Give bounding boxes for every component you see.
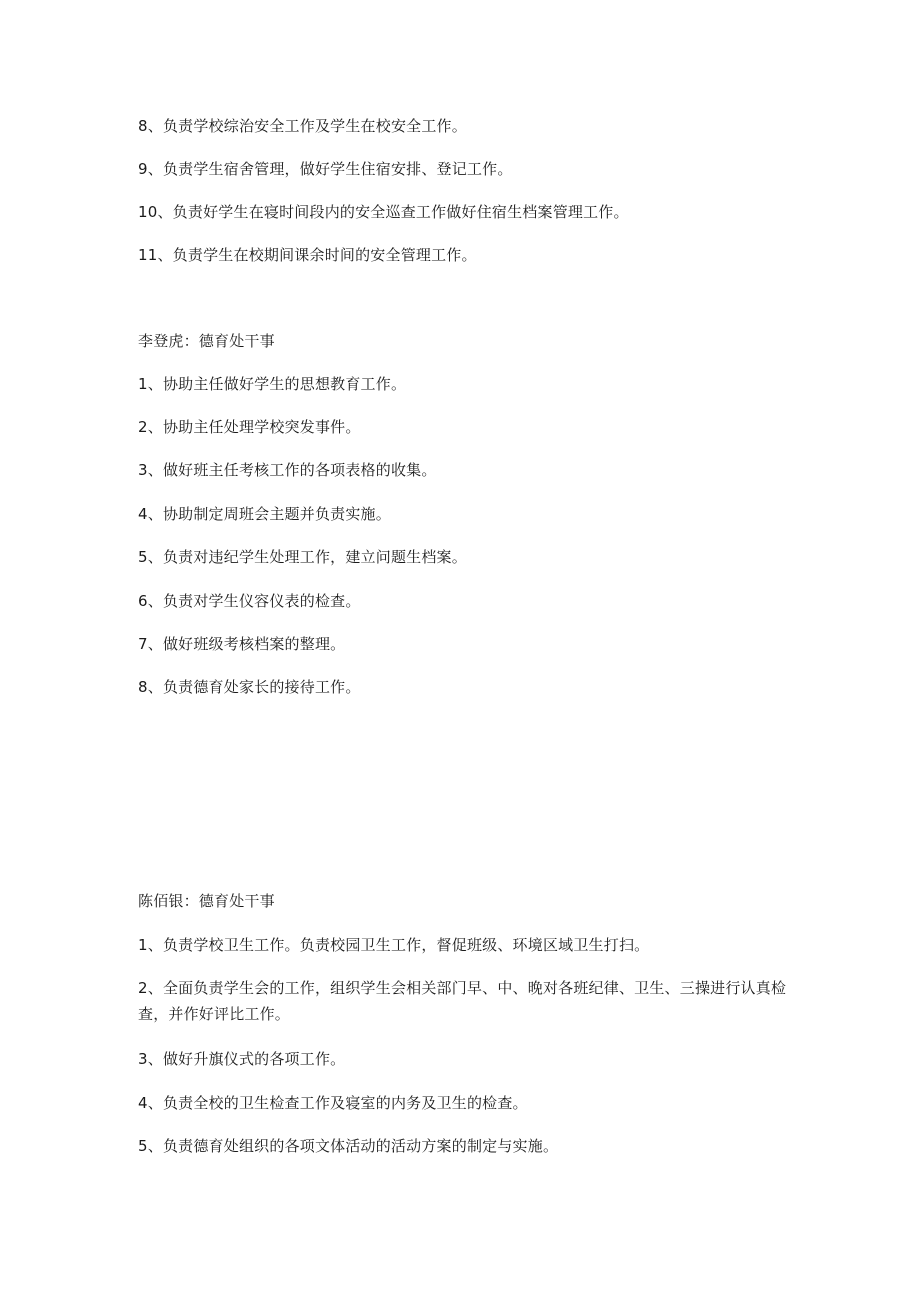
duty-item: 3、做好升旗仪式的各项工作。 xyxy=(138,1050,346,1068)
staff-heading: 李登虎：德育处干事 xyxy=(138,332,275,350)
duty-item: 5、负责对违纪学生处理工作，建立问题生档案。 xyxy=(138,548,467,566)
duty-item: 4、协助制定周班会主题并负责实施。 xyxy=(138,505,391,523)
duty-item: 9、负责学生宿舍管理，做好学生住宿安排、登记工作。 xyxy=(138,160,513,178)
duty-item: 11、负责学生在校期间课余时间的安全管理工作。 xyxy=(138,246,477,264)
duty-item: 8、负责德育处家长的接待工作。 xyxy=(138,678,361,696)
duty-item: 1、协助主任做好学生的思想教育工作。 xyxy=(138,375,407,393)
duty-item: 3、做好班主任考核工作的各项表格的收集。 xyxy=(138,461,437,479)
duty-item: 7、做好班级考核档案的整理。 xyxy=(138,635,346,653)
duty-item: 5、负责德育处组织的各项文体活动的活动方案的制定与实施。 xyxy=(138,1137,559,1155)
duty-item: 2、协助主任处理学校突发事件。 xyxy=(138,418,361,436)
duty-item: 6、负责对学生仪容仪表的检查。 xyxy=(138,592,361,610)
duty-item: 10、负责好学生在寝时间段内的安全巡查工作做好住宿生档案管理工作。 xyxy=(138,203,629,221)
duty-item: 1、负责学校卫生工作。负责校园卫生工作，督促班级、环境区域卫生打扫。 xyxy=(138,936,650,954)
staff-heading: 陈佰银：德育处干事 xyxy=(138,892,275,910)
duty-item: 4、负责全校的卫生检查工作及寝室的内务及卫生的检查。 xyxy=(138,1094,528,1112)
duty-item: 2、全面负责学生会的工作，组织学生会相关部门早、中、晚对各班纪律、卫生、三操进行认真检查，并作好评比工作。 xyxy=(138,979,787,1023)
duty-item: 8、负责学校综治安全工作及学生在校安全工作。 xyxy=(138,117,467,135)
